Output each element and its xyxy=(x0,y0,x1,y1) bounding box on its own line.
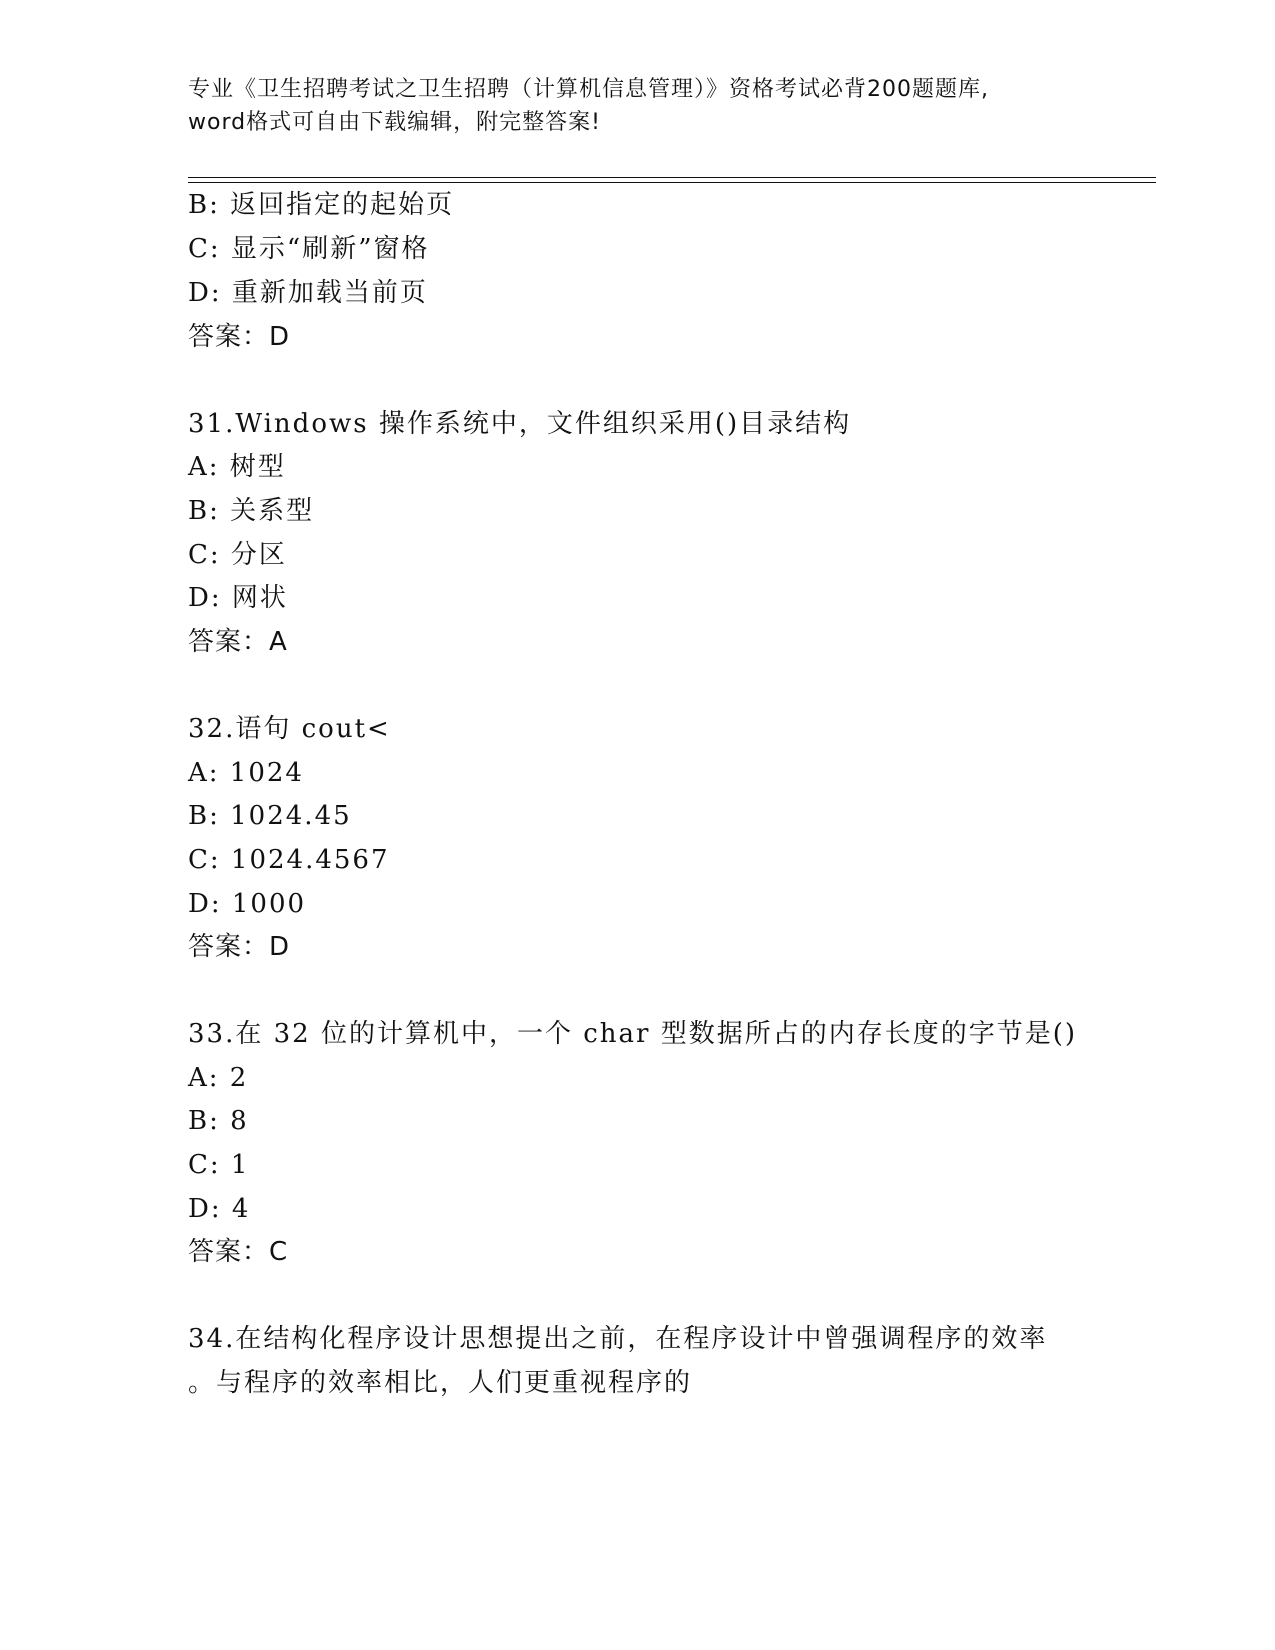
answer-label: 答案：D xyxy=(188,322,291,352)
question-31-option-c: C: 分区 xyxy=(188,540,287,570)
option-b: B: 返回指定的起始页 xyxy=(188,190,455,220)
question-31-answer: 答案：A xyxy=(188,627,288,657)
question-32-option-a: A: 1024 xyxy=(188,758,304,788)
question-33-option-a: A: 2 xyxy=(188,1063,249,1093)
question-31-option-a: A: 树型 xyxy=(188,452,286,482)
header-line-2: word格式可自由下载编辑，附完整答案! xyxy=(188,110,601,135)
question-31-option-d: D: 网状 xyxy=(188,583,288,613)
question-32-stem: 32.语句 cout< xyxy=(188,714,391,744)
question-33-option-c: C: 1 xyxy=(188,1150,250,1180)
header-line-1: 专业《卫生招聘考试之卫生招聘（计算机信息管理）》资格考试必背200题题库, xyxy=(188,77,989,102)
question-33-answer: 答案：C xyxy=(188,1237,289,1267)
question-33-option-d: D: 4 xyxy=(188,1194,251,1224)
question-34-stem-line-2: 。与程序的效率相比，人们更重视程序的 xyxy=(188,1368,693,1398)
question-33-option-b: B: 8 xyxy=(188,1106,249,1136)
question-32-option-d: D: 1000 xyxy=(188,889,307,919)
option-c: C: 显示“刷新”窗格 xyxy=(188,234,430,264)
question-34-stem-line-1: 34.在结构化程序设计思想提出之前，在程序设计中曾强调程序的效率 xyxy=(188,1324,1048,1354)
option-d: D: 重新加载当前页 xyxy=(188,278,428,308)
question-32-answer: 答案：D xyxy=(188,932,291,962)
question-31-option-b: B: 关系型 xyxy=(188,496,315,526)
header-divider-top xyxy=(188,177,1156,178)
question-32-option-c: C: 1024.4567 xyxy=(188,845,390,875)
question-32-option-b: B: 1024.45 xyxy=(188,801,352,831)
header-divider-bottom xyxy=(188,182,1156,183)
question-33-stem: 33.在 32 位的计算机中，一个 char 型数据所占的内存长度的字节是() xyxy=(188,1019,1078,1049)
document-header xyxy=(188,73,1088,139)
question-31-stem: 31.Windows 操作系统中，文件组织采用()目录结构 xyxy=(188,409,852,439)
